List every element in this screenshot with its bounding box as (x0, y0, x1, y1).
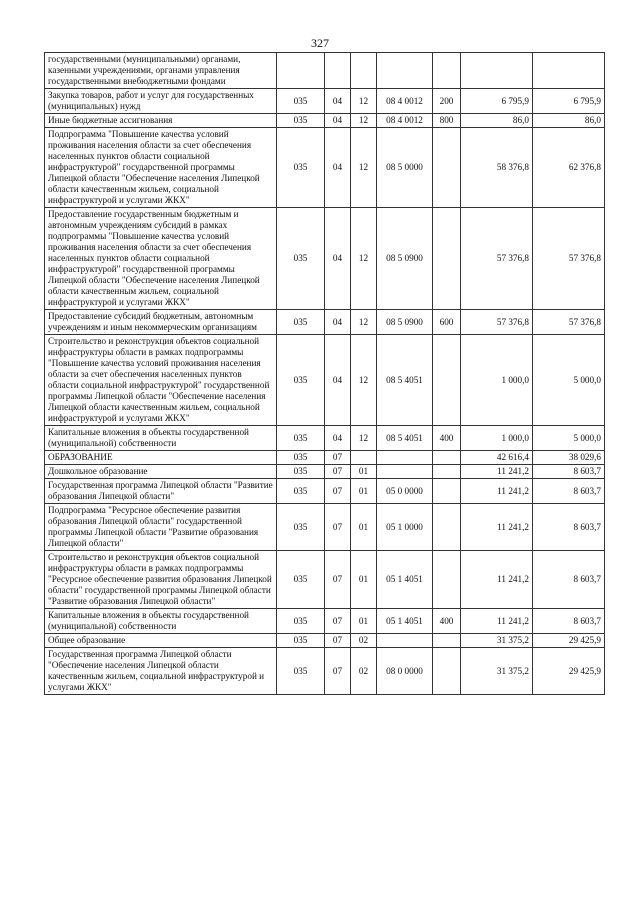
section-code-cell: 04 (325, 114, 351, 128)
subsection-code-cell: 01 (351, 465, 377, 479)
amount-year1-cell: 57 376,8 (461, 310, 533, 335)
amount-year1-cell: 11 241,2 (461, 551, 533, 609)
section-code-cell (325, 53, 351, 89)
amount-year2-cell: 38 029,6 (533, 451, 605, 465)
amount-year1-cell (461, 53, 533, 89)
expense-type-cell (433, 634, 461, 648)
target-article-cell: 05 0 0000 (377, 479, 433, 504)
expense-type-cell (433, 551, 461, 609)
expense-type-cell (433, 208, 461, 310)
table-row (45, 310, 605, 335)
target-article-cell: 08 0 0000 (377, 648, 433, 695)
amount-year1-cell: 86,0 (461, 114, 533, 128)
table-row (45, 208, 605, 310)
section-code-cell: 07 (325, 465, 351, 479)
amount-year2-cell: 86,0 (533, 114, 605, 128)
amount-year2-cell: 57 376,8 (533, 208, 605, 310)
subsection-code-cell: 01 (351, 504, 377, 551)
target-article-cell: 08 5 0900 (377, 310, 433, 335)
expense-type-cell (433, 479, 461, 504)
amount-year1-cell: 11 241,2 (461, 479, 533, 504)
row-name-cell: Закупка товаров, работ и услуг для государственных (муниципальных) нужд (45, 89, 277, 114)
amount-year1-cell: 57 376,8 (461, 208, 533, 310)
ministry-code-cell: 035 (277, 634, 325, 648)
amount-year1-cell: 42 616,4 (461, 451, 533, 465)
row-name-cell: ОБРАЗОВАНИЕ (45, 451, 277, 465)
expense-type-cell: 400 (433, 426, 461, 451)
target-article-cell (377, 451, 433, 465)
amount-year2-cell: 29 425,9 (533, 634, 605, 648)
expense-type-cell (433, 465, 461, 479)
expense-type-cell (433, 648, 461, 695)
amount-year2-cell: 62 376,8 (533, 128, 605, 208)
ministry-code-cell: 035 (277, 479, 325, 504)
target-article-cell: 08 5 0000 (377, 128, 433, 208)
row-name-cell: Дошкольное образование (45, 465, 277, 479)
amount-year1-cell: 11 241,2 (461, 465, 533, 479)
section-code-cell: 07 (325, 451, 351, 465)
section-code-cell: 04 (325, 426, 351, 451)
amount-year2-cell: 8 603,7 (533, 504, 605, 551)
row-name-cell: Подпрограмма "Повышение качества условий проживания населения области за счет обеспечения населенных пунктов области социальной инфраструктурой" государственной программы Липецкой области "Обеспечение населения Липецкой области качественным жильем, социальной инфраструктурой и услугами ЖКХ" (45, 128, 277, 208)
subsection-code-cell: 12 (351, 310, 377, 335)
subsection-code-cell: 12 (351, 128, 377, 208)
ministry-code-cell: 035 (277, 465, 325, 479)
ministry-code-cell: 035 (277, 208, 325, 310)
row-name-cell: Государственная программа Липецкой области "Обеспечение населения Липецкой области качественным жильем, социальной инфраструктурой и услугами ЖКХ" (45, 648, 277, 695)
table-row (45, 504, 605, 551)
table-row (45, 451, 605, 465)
expense-type-cell (433, 53, 461, 89)
ministry-code-cell: 035 (277, 114, 325, 128)
amount-year1-cell: 6 795,9 (461, 89, 533, 114)
target-article-cell (377, 634, 433, 648)
table-row (45, 426, 605, 451)
table-row (45, 609, 605, 634)
target-article-cell: 05 1 4051 (377, 551, 433, 609)
table-body (45, 53, 605, 695)
expense-type-cell (433, 451, 461, 465)
amount-year1-cell: 11 241,2 (461, 609, 533, 634)
amount-year2-cell: 8 603,7 (533, 479, 605, 504)
section-code-cell: 04 (325, 89, 351, 114)
amount-year1-cell: 1 000,0 (461, 335, 533, 426)
table-row (45, 114, 605, 128)
table-row (45, 479, 605, 504)
section-code-cell: 04 (325, 208, 351, 310)
amount-year2-cell: 8 603,7 (533, 609, 605, 634)
row-name-cell: Подпрограмма "Ресурсное обеспечение развития образования Липецкой области" государственной программы Липецкой области "Развитие образования Липецкой области" (45, 504, 277, 551)
subsection-code-cell: 12 (351, 335, 377, 426)
amount-year1-cell: 58 376,8 (461, 128, 533, 208)
subsection-code-cell: 02 (351, 648, 377, 695)
amount-year1-cell: 1 000,0 (461, 426, 533, 451)
target-article-cell: 05 1 4051 (377, 609, 433, 634)
table-row (45, 465, 605, 479)
amount-year2-cell (533, 53, 605, 89)
row-name-cell: государственными (муниципальными) органами, казенными учреждениями, органами управления государственными внебюджетными фондами (45, 53, 277, 89)
subsection-code-cell (351, 451, 377, 465)
amount-year2-cell: 8 603,7 (533, 551, 605, 609)
table-row (45, 648, 605, 695)
expense-type-cell (433, 128, 461, 208)
ministry-code-cell: 035 (277, 451, 325, 465)
table-row (45, 89, 605, 114)
amount-year1-cell: 31 375,2 (461, 648, 533, 695)
amount-year2-cell: 29 425,9 (533, 648, 605, 695)
table-row (45, 128, 605, 208)
row-name-cell: Государственная программа Липецкой области "Развитие образования Липецкой области" (45, 479, 277, 504)
ministry-code-cell: 035 (277, 128, 325, 208)
target-article-cell: 08 5 4051 (377, 426, 433, 451)
subsection-code-cell: 12 (351, 114, 377, 128)
amount-year2-cell: 5 000,0 (533, 335, 605, 426)
row-name-cell: Предоставление государственным бюджетным и автономным учреждениям субсидий в рамках подпрограммы "Повышение качества условий проживания населения области за счет обеспечения населенных пунктов области социальной инфраструктурой" государственной программы Липецкой области "Обеспечение населения Липецкой области качественным жильем, социальной инфраструктурой и услугами ЖКХ" (45, 208, 277, 310)
target-article-cell (377, 465, 433, 479)
row-name-cell: Строительство и реконструкция объектов социальной инфраструктуры области в рамках подпрограммы "Ресурсное обеспечение развития образования Липецкой области" государственной программы Липецкой области "Развитие образования Липецкой области" (45, 551, 277, 609)
target-article-cell: 05 1 0000 (377, 504, 433, 551)
row-name-cell: Иные бюджетные ассигнования (45, 114, 277, 128)
ministry-code-cell (277, 53, 325, 89)
amount-year1-cell: 31 375,2 (461, 634, 533, 648)
section-code-cell: 07 (325, 648, 351, 695)
table-row (45, 551, 605, 609)
expense-type-cell: 200 (433, 89, 461, 114)
ministry-code-cell: 035 (277, 648, 325, 695)
amount-year2-cell: 5 000,0 (533, 426, 605, 451)
row-name-cell: Капитальные вложения в объекты государственной (муниципальной) собственности (45, 609, 277, 634)
section-code-cell: 04 (325, 310, 351, 335)
subsection-code-cell (351, 53, 377, 89)
subsection-code-cell: 12 (351, 208, 377, 310)
row-name-cell: Строительство и реконструкция объектов социальной инфраструктуры области в рамках подпрограммы "Повышение качества условий проживания населения области за счет обеспечения населенных пунктов области социальной инфраструктурой" государственной программы Липецкой области "Обеспечение населения Липецкой области качественным жильем, социальной инфраструктурой и услугами ЖКХ" (45, 335, 277, 426)
subsection-code-cell: 01 (351, 479, 377, 504)
amount-year2-cell: 8 603,7 (533, 465, 605, 479)
ministry-code-cell: 035 (277, 310, 325, 335)
target-article-cell: 08 5 4051 (377, 335, 433, 426)
ministry-code-cell: 035 (277, 335, 325, 426)
amount-year2-cell: 6 795,9 (533, 89, 605, 114)
section-code-cell: 04 (325, 335, 351, 426)
expense-type-cell (433, 335, 461, 426)
section-code-cell: 07 (325, 634, 351, 648)
target-article-cell: 08 5 0900 (377, 208, 433, 310)
section-code-cell: 07 (325, 504, 351, 551)
expense-type-cell (433, 504, 461, 551)
section-code-cell: 07 (325, 609, 351, 634)
subsection-code-cell: 12 (351, 89, 377, 114)
subsection-code-cell: 02 (351, 634, 377, 648)
expense-type-cell: 600 (433, 310, 461, 335)
subsection-code-cell: 01 (351, 551, 377, 609)
row-name-cell: Общее образование (45, 634, 277, 648)
target-article-cell: 08 4 0012 (377, 114, 433, 128)
target-article-cell: 08 4 0012 (377, 89, 433, 114)
ministry-code-cell: 035 (277, 426, 325, 451)
row-name-cell: Капитальные вложения в объекты государственной (муниципальной) собственности (45, 426, 277, 451)
amount-year2-cell: 57 376,8 (533, 310, 605, 335)
page-number: 327 (311, 36, 329, 50)
expense-type-cell: 400 (433, 609, 461, 634)
budget-table (44, 52, 605, 695)
ministry-code-cell: 035 (277, 504, 325, 551)
table-row (45, 53, 605, 89)
amount-year1-cell: 11 241,2 (461, 504, 533, 551)
subsection-code-cell: 12 (351, 426, 377, 451)
ministry-code-cell: 035 (277, 551, 325, 609)
section-code-cell: 07 (325, 479, 351, 504)
row-name-cell: Предоставление субсидий бюджетным, автономным учреждениям и иным некоммерческим организациям (45, 310, 277, 335)
ministry-code-cell: 035 (277, 609, 325, 634)
section-code-cell: 04 (325, 128, 351, 208)
table-row (45, 634, 605, 648)
target-article-cell (377, 53, 433, 89)
subsection-code-cell: 01 (351, 609, 377, 634)
expense-type-cell: 800 (433, 114, 461, 128)
ministry-code-cell: 035 (277, 89, 325, 114)
table-row (45, 335, 605, 426)
section-code-cell: 07 (325, 551, 351, 609)
